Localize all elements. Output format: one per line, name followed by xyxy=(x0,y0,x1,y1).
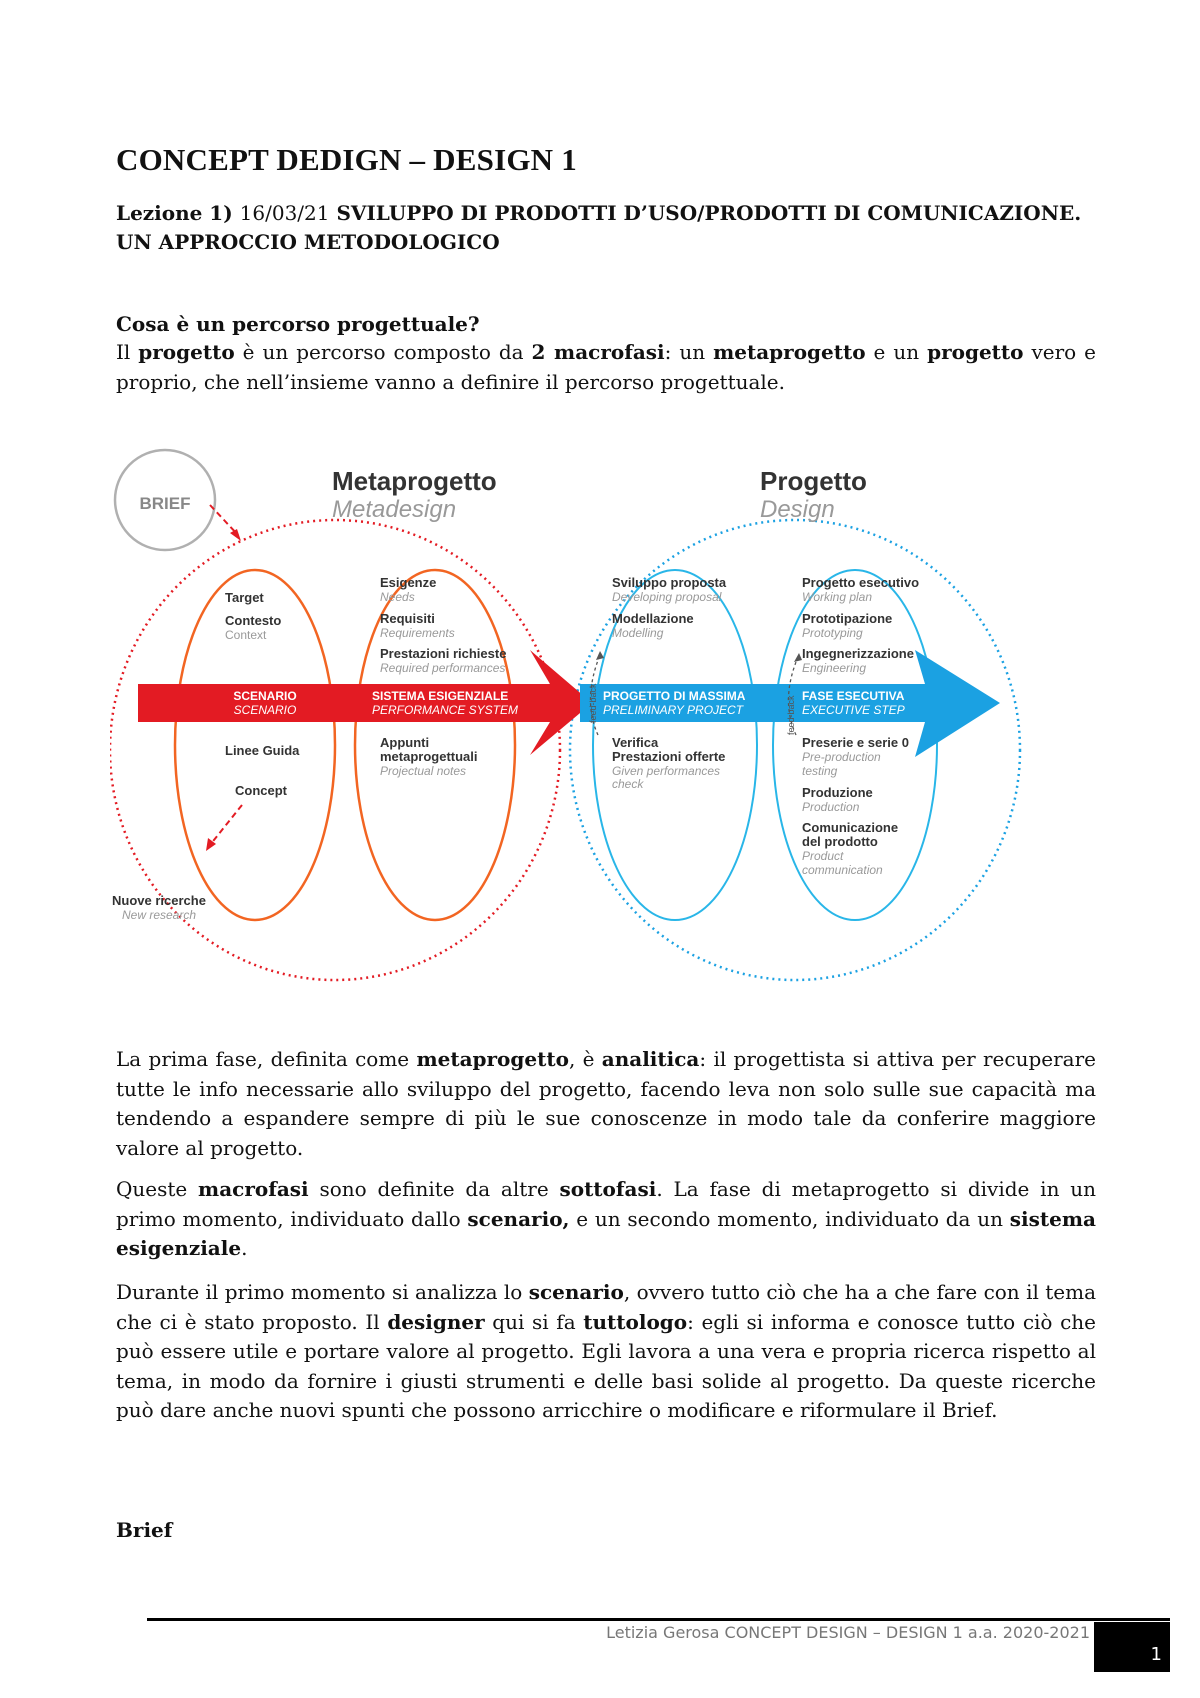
esecutiva-en-label: EXECUTIVE STEP xyxy=(802,703,905,717)
metaprogettuali-label: metaprogettuali xyxy=(380,749,478,764)
paragraph-prima-fase: La prima fase, definita come metaprogetto, è analitica: il progettista si attiva per recuperare tutte le info necessarie allo sviluppo del progetto, facendo leva non solo sulle sue capacità ma tendendo a espandere sempre di più le sue conoscenze in modo tale da conferire maggiore valore al progetto. xyxy=(116,1047,1096,1160)
paragraph-intro: Il progetto è un percorso composto da 2 macrofasi: un metaprogetto e un progetto vero e proprio, che nell’insieme vanno a definire il percorso progettuale. xyxy=(116,340,1097,394)
document-title: CONCEPT DEDIGN – DESIGN 1 xyxy=(116,142,577,177)
new-research-label: New research xyxy=(122,908,197,922)
sistema-label: SISTEMA ESIGENZIALE xyxy=(372,689,509,703)
lesson-heading xyxy=(116,199,1106,257)
lesson-date: 16/03/21 xyxy=(239,201,330,225)
metaprogetto-progetto-diagram xyxy=(110,445,1095,1005)
feedback-arrow-2-head xyxy=(794,653,802,662)
ellipse-sistema xyxy=(355,570,515,920)
preserie-label: Preserie e serie 0 xyxy=(802,735,909,750)
context-label: Context xyxy=(225,628,267,642)
nuove-ricerche-arrow-line xyxy=(210,805,242,845)
testing-label: testing xyxy=(802,764,838,778)
check-label: check xyxy=(612,777,644,791)
progetto-title: Progetto xyxy=(760,466,867,496)
page-number-box xyxy=(1094,1622,1170,1672)
concept-label: Concept xyxy=(235,783,287,798)
esecutiva-label: FASE ESECUTIVA xyxy=(802,689,905,703)
lesson-title: SVILUPPO DI PRODOTTI D’USO/PRODOTTI DI COMUNICAZIONE. UN APPROCCIO METODOLOGICO xyxy=(116,201,1082,254)
prestazioni-offerte-label: Prestazioni offerte xyxy=(612,749,726,764)
product-label: Product xyxy=(802,849,844,863)
target-label: Target xyxy=(225,590,264,605)
appunti-label: Appunti xyxy=(380,735,430,750)
footer-text: Letizia Gerosa CONCEPT DESIGN – DESIGN 1 a.a. 2020-2021 xyxy=(606,1623,1090,1642)
prestazioni-label: Prestazioni richieste xyxy=(380,646,507,661)
verifica-label: Verifica xyxy=(612,735,659,750)
prototipazione-label: Prototipazione xyxy=(802,611,893,626)
paragraph-scenario: Durante il primo momento si analizza lo scenario, ovvero tutto ciò che ha a che fare con il tema che ci è stato proposto. Il designer qui si fa tuttologo: egli si informa e conosce tutto ciò che può essere utile e portare valore al progetto. Egli lavora a una vera e propria ricerca rispetto al tema, in modo da fornire i giusti strumenti e delle basi solide al progetto. Da queste ricerche può dare anche nuovi spunti che possono arricchire o modificare e riformulare il Brief. xyxy=(116,1280,1097,1422)
production-label: Production xyxy=(802,800,860,814)
design-subtitle: Design xyxy=(760,496,835,523)
comunicazione-label: Comunicazione xyxy=(802,820,899,835)
metaprogetto-title: Metaprogetto xyxy=(332,466,497,496)
linee-guida-label: Linee Guida xyxy=(225,743,300,758)
page-number: 1 xyxy=(1150,1644,1162,1665)
esigenze-label: Esigenze xyxy=(380,575,437,590)
brief-arrow-head xyxy=(230,529,241,541)
brief-label: BRIEF xyxy=(139,494,191,513)
ingegnerizzazione-label: Ingegnerizzazione xyxy=(802,646,914,661)
del-prodotto-label: del prodotto xyxy=(802,834,878,849)
developing-label: Developing proposal xyxy=(612,590,722,604)
sviluppo-label: Sviluppo proposta xyxy=(612,575,727,590)
preproduction-label: Pre-production xyxy=(802,750,881,764)
feedback-label-2: feed-back xyxy=(786,695,796,735)
massima-en-label: PRELIMINARY PROJECT xyxy=(603,703,744,717)
red-arrow xyxy=(138,650,592,755)
modelling-label: Modelling xyxy=(612,626,664,640)
communication-label: communication xyxy=(802,863,883,877)
prototyping-label: Prototyping xyxy=(802,626,863,640)
paragraph-macrofasi: Queste macrofasi sono definite da altre sottofasi. La fase di metaprogetto si divide in un primo momento, individuato dallo scenario, e un secondo momento, individuato da un sistema esigenziale. xyxy=(116,1177,1097,1260)
produzione-label: Produzione xyxy=(802,785,873,800)
nuove-ricerche-label: Nuove ricerche xyxy=(112,893,206,908)
required-label: Required performances xyxy=(380,661,506,675)
contesto-label: Contesto xyxy=(225,613,282,628)
scenario-label: SCENARIO xyxy=(233,689,297,703)
projectual-label: Projectual notes xyxy=(380,764,467,778)
section-heading-percorso: Cosa è un percorso progettuale? xyxy=(116,312,480,336)
working-plan-label: Working plan xyxy=(802,590,873,604)
massima-label: PROGETTO DI MASSIMA xyxy=(603,689,746,703)
modellazione-label: Modellazione xyxy=(612,611,694,626)
sistema-en-label: PERFORMANCE SYSTEM xyxy=(372,703,519,717)
esecutivo-label: Progetto esecutivo xyxy=(802,575,920,590)
requisiti-label: Requisiti xyxy=(380,611,435,626)
scenario-en-label: SCENARIO xyxy=(233,703,297,717)
needs-label: Needs xyxy=(380,590,415,604)
requirements-label: Requirements xyxy=(380,626,455,640)
engineering-label: Engineering xyxy=(802,661,867,675)
feedback-label-1: feed-back xyxy=(588,683,598,723)
section-heading-brief: Brief xyxy=(116,1518,173,1542)
footer-divider xyxy=(147,1618,1170,1621)
lesson-label: Lezione 1) xyxy=(116,201,233,225)
metadesign-subtitle: Metadesign xyxy=(332,496,457,523)
given-performances-label: Given performances xyxy=(612,764,721,778)
